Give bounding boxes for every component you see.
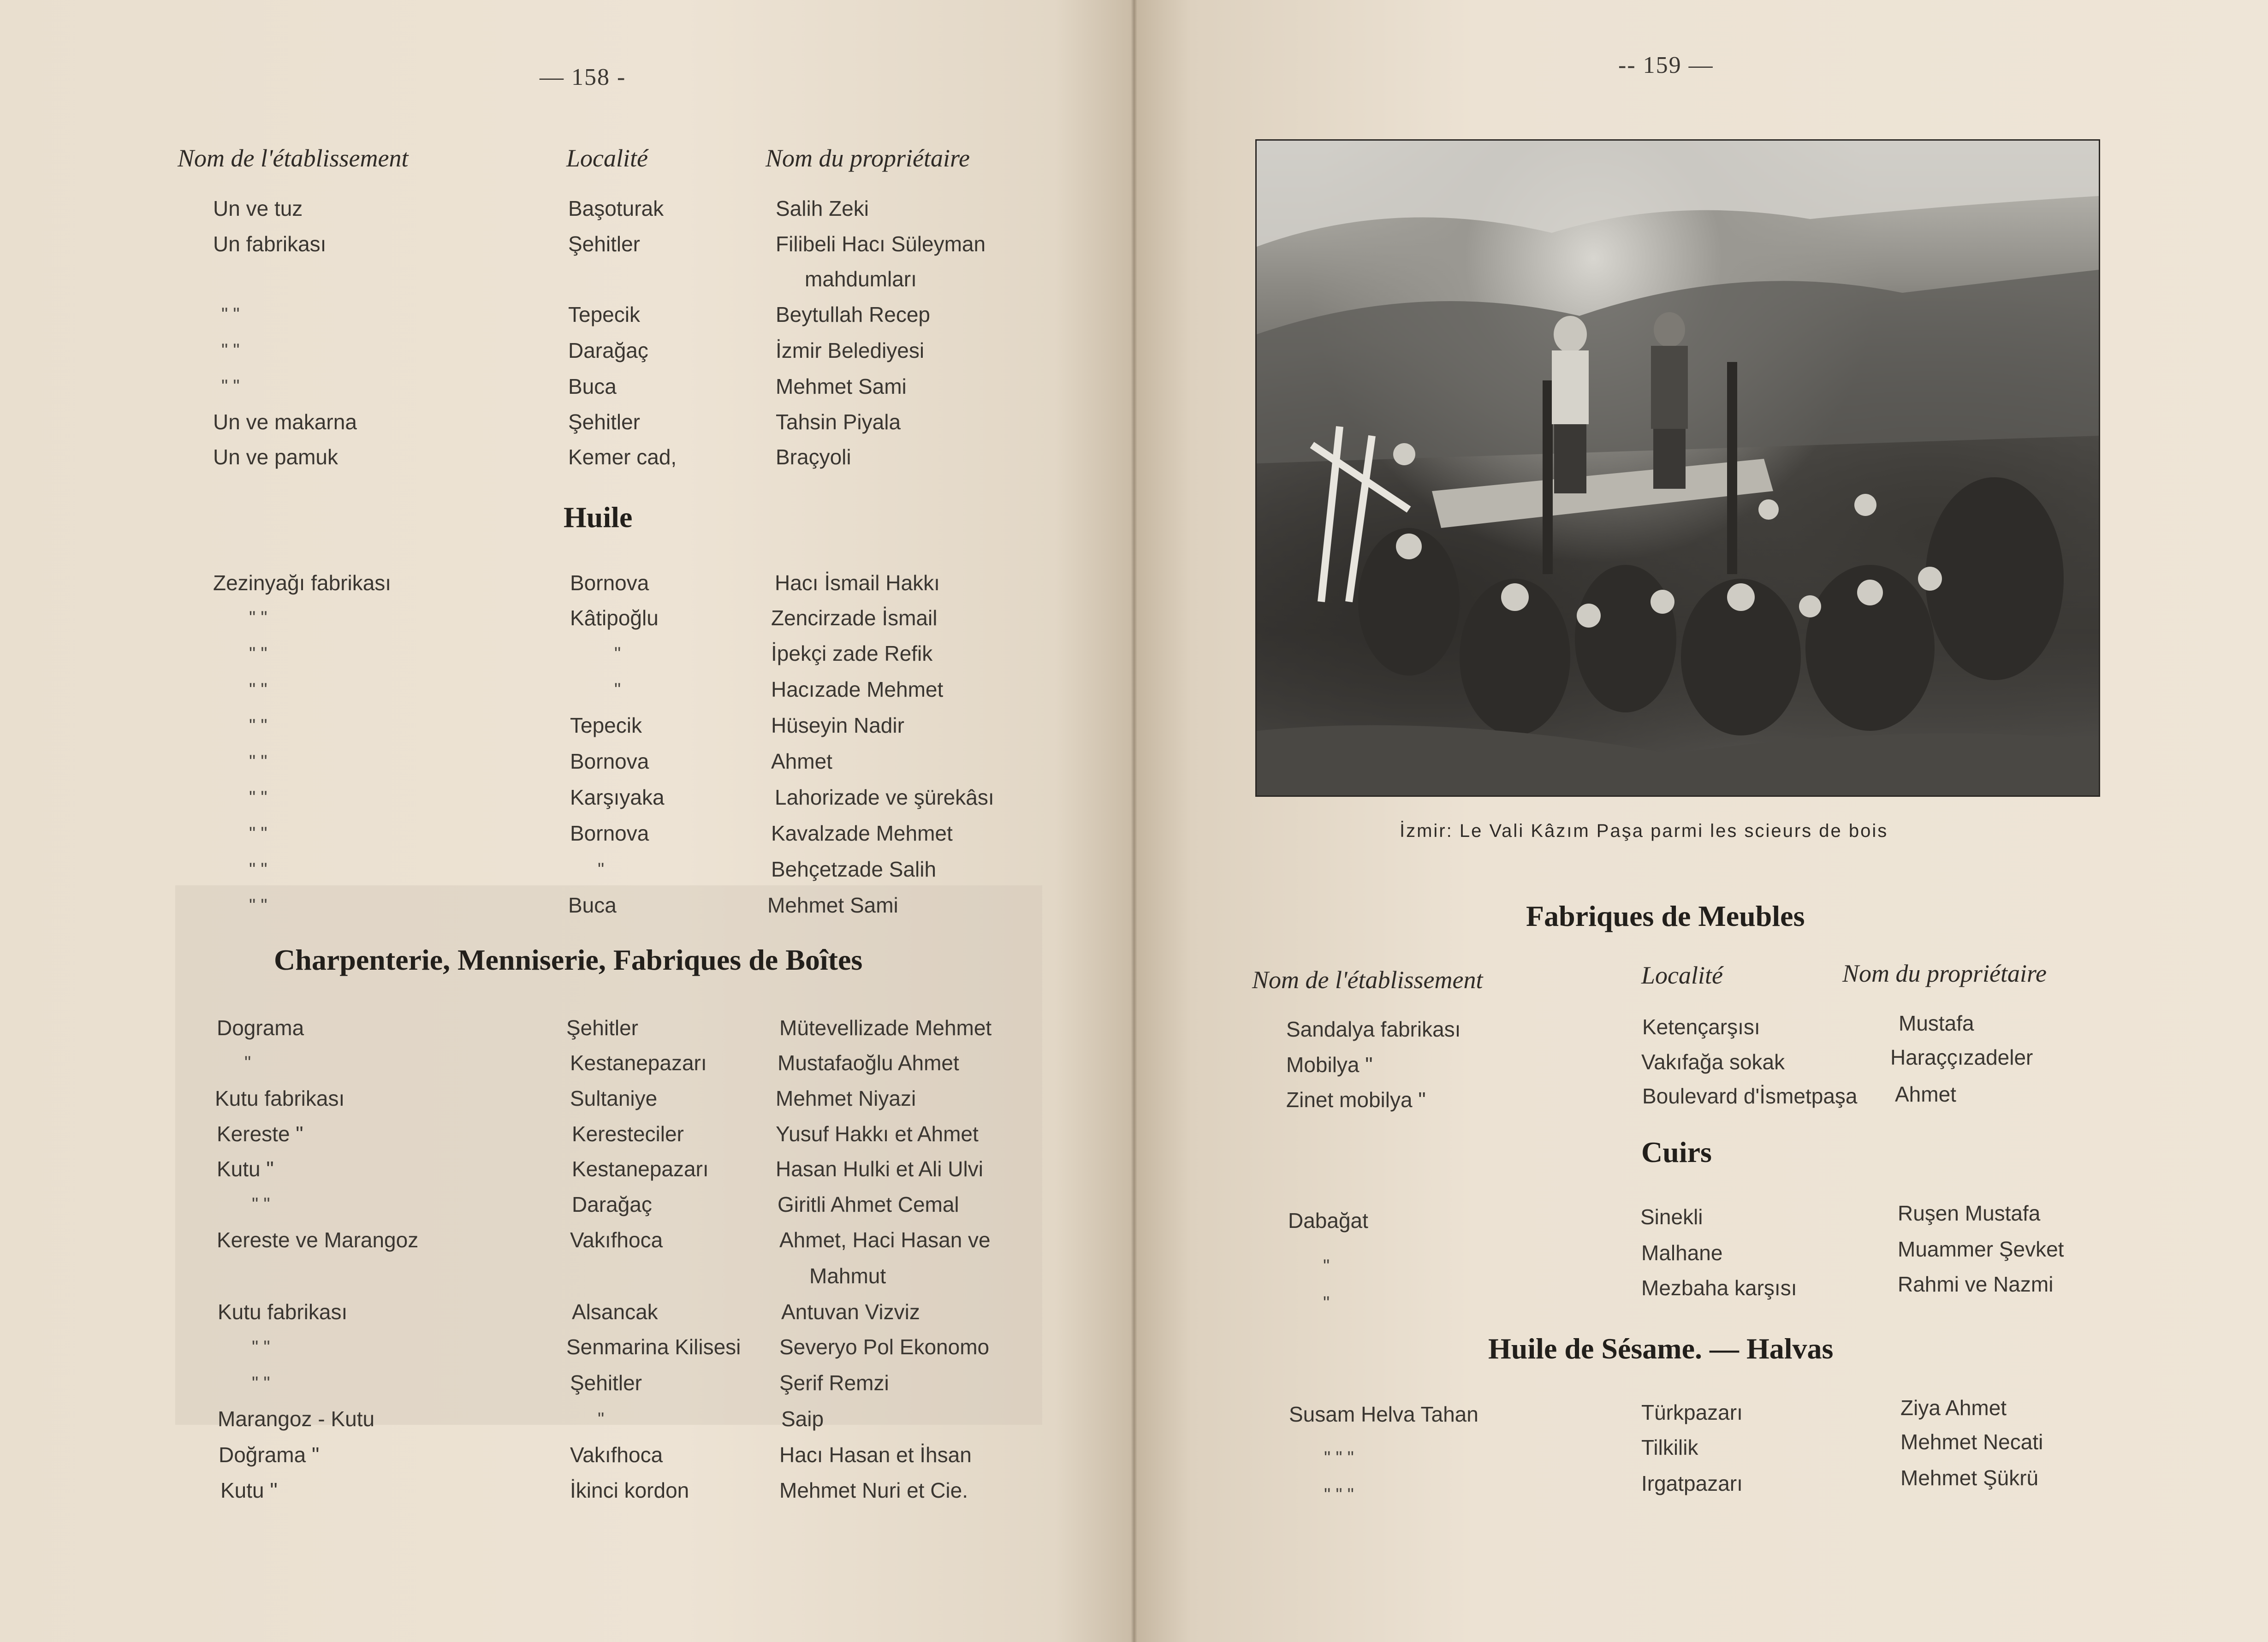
ditto-mark: " " bbox=[249, 895, 267, 916]
row-locality: Kestanepazarı bbox=[572, 1157, 709, 1181]
row-owner: Filibeli Hacı Süleyman bbox=[776, 232, 986, 256]
row-owner: Kavalzade Mehmet bbox=[771, 821, 953, 845]
row-owner: Beytullah Recep bbox=[776, 302, 930, 326]
row-owner: Muammer Şevket bbox=[1898, 1237, 2064, 1261]
row-locality: Şehitler bbox=[568, 232, 640, 256]
photo-caption: İzmir: Le Vali Kâzım Paşa parmi les scieurs de bois bbox=[1400, 821, 1888, 841]
row-locality: Şehitler bbox=[568, 410, 640, 434]
row-locality: Bornova bbox=[570, 571, 649, 595]
row-name: Kutu fabrikası bbox=[218, 1300, 348, 1324]
ditto-mark: " bbox=[244, 1053, 251, 1073]
row-owner: Mustafaoğlu Ahmet bbox=[778, 1051, 959, 1075]
row-locality: Boulevard d'İsmetpaşa bbox=[1642, 1084, 1858, 1108]
column-header-name: Nom de l'établissement bbox=[1252, 966, 1483, 994]
row-owner: Mustafa bbox=[1899, 1011, 1974, 1035]
section-title-meubles: Fabriques de Meubles bbox=[1526, 900, 1805, 932]
ditto-mark: " " bbox=[252, 1337, 270, 1357]
row-locality: Vakıfağa sokak bbox=[1641, 1050, 1785, 1074]
ditto-mark: " " bbox=[221, 304, 240, 325]
ditto-mark: " bbox=[614, 644, 621, 664]
ditto-mark: " bbox=[1323, 1256, 1330, 1276]
row-locality: Tilkilik bbox=[1641, 1435, 1698, 1459]
row-locality: Sultaniye bbox=[570, 1086, 658, 1110]
row-locality: İkinci kordon bbox=[570, 1478, 689, 1502]
row-locality: Şehitler bbox=[566, 1016, 638, 1040]
row-owner: Rahmi ve Nazmi bbox=[1898, 1272, 2054, 1296]
row-name: Doğrama " bbox=[219, 1443, 320, 1467]
section-title-cuirs: Cuirs bbox=[1641, 1136, 1712, 1168]
ditto-mark: " " bbox=[221, 376, 240, 397]
row-name: Un ve makarna bbox=[213, 410, 357, 434]
row-locality: Türkpazarı bbox=[1641, 1400, 1743, 1424]
section-title-charpenterie: Charpenterie, Menniserie, Fabriques de Boîtes bbox=[274, 943, 863, 976]
row-locality: Vakıfhoca bbox=[570, 1228, 663, 1252]
row-owner: Hacı İsmail Hakkı bbox=[775, 571, 940, 595]
row-locality: Tepecik bbox=[568, 302, 640, 326]
row-owner: Ahmet, Haci Hasan ve bbox=[779, 1228, 991, 1252]
ditto-mark: " bbox=[614, 680, 621, 700]
ditto-mark: " " bbox=[249, 644, 267, 664]
ditto-mark: " bbox=[1323, 1293, 1330, 1313]
row-name: Kutu fabrikası bbox=[215, 1086, 345, 1110]
row-locality: Bornova bbox=[570, 749, 649, 773]
row-owner: Lahorizade ve şürekâsı bbox=[775, 785, 994, 809]
row-owner: Mehmet Sami bbox=[767, 893, 898, 917]
ditto-mark: " " " bbox=[1324, 1448, 1354, 1468]
row-name: Zezinyağı fabrikası bbox=[213, 571, 392, 595]
row-name: Kereste ve Marangoz bbox=[217, 1228, 419, 1252]
row-owner: Mütevellizade Mehmet bbox=[779, 1016, 992, 1040]
ditto-mark: " " bbox=[249, 860, 267, 880]
row-owner: Behçetzade Salih bbox=[771, 857, 937, 881]
row-owner: Mehmet Sami bbox=[776, 374, 907, 398]
ditto-mark: " " bbox=[249, 752, 267, 772]
row-owner: Salih Zeki bbox=[776, 196, 869, 220]
right-page bbox=[1134, 0, 2268, 1642]
row-name: Kutu " bbox=[217, 1157, 274, 1181]
page-number: -- 159 — bbox=[1618, 52, 1714, 78]
row-locality: Vakıfhoca bbox=[570, 1443, 663, 1467]
row-locality: Darağaç bbox=[572, 1192, 652, 1216]
ditto-mark: " " bbox=[221, 340, 240, 361]
ditto-mark: " " bbox=[252, 1373, 270, 1393]
row-owner: Ziya Ahmet bbox=[1900, 1396, 2007, 1420]
row-owner: Hacızade Mehmet bbox=[771, 677, 944, 701]
row-name: Kereste " bbox=[217, 1122, 303, 1146]
row-name: Dabağat bbox=[1288, 1209, 1368, 1233]
row-name: Kutu " bbox=[220, 1478, 278, 1502]
row-owner: Saip bbox=[781, 1407, 824, 1431]
page-number: — 158 - bbox=[540, 64, 626, 90]
row-name: Dograma bbox=[217, 1016, 304, 1040]
row-owner: Mehmet Şükrü bbox=[1900, 1466, 2039, 1490]
row-owner: Ahmet bbox=[1895, 1082, 1956, 1106]
row-owner: Ahmet bbox=[771, 749, 832, 773]
row-owner: Mehmet Niyazi bbox=[776, 1086, 916, 1110]
column-header-owner: Nom du propriétaire bbox=[766, 144, 970, 172]
row-locality: Alsancak bbox=[572, 1300, 658, 1324]
row-name: Marangoz - Kutu bbox=[218, 1407, 375, 1431]
row-locality: Bornova bbox=[570, 821, 649, 845]
row-locality: Buca bbox=[568, 374, 617, 398]
row-owner-continued: Mahmut bbox=[809, 1264, 886, 1288]
ditto-mark: " bbox=[598, 1409, 605, 1429]
row-owner-continued: mahdumları bbox=[805, 267, 917, 291]
row-locality: Keresteciler bbox=[572, 1122, 684, 1146]
row-owner: Şerif Remzi bbox=[779, 1371, 889, 1395]
ditto-mark: " " bbox=[249, 680, 267, 700]
row-locality: Mezbaha karşısı bbox=[1641, 1276, 1797, 1300]
photograph bbox=[1255, 139, 2100, 797]
row-owner: Zencirzade İsmail bbox=[771, 606, 938, 630]
row-owner: İpekçi zade Refik bbox=[771, 641, 933, 665]
row-locality: Sinekli bbox=[1640, 1205, 1703, 1229]
section-title-halvas: Huile de Sésame. — Halvas bbox=[1488, 1332, 1834, 1365]
row-locality: Ketençarşısı bbox=[1642, 1015, 1760, 1039]
row-locality: Malhane bbox=[1641, 1241, 1723, 1265]
row-owner: Mehmet Nuri et Cie. bbox=[779, 1478, 968, 1502]
row-name: Un fabrikası bbox=[213, 232, 327, 256]
column-header-locality: Localité bbox=[566, 144, 648, 172]
ditto-mark: " bbox=[598, 860, 605, 880]
ditto-mark: " " " bbox=[1324, 1485, 1354, 1505]
row-owner: Hüseyin Nadir bbox=[771, 713, 904, 737]
section-title-huile: Huile bbox=[564, 501, 633, 534]
row-owner: Antuvan Vizviz bbox=[781, 1300, 920, 1324]
row-owner: Braçyoli bbox=[776, 445, 851, 469]
row-locality: Şehitler bbox=[570, 1371, 642, 1395]
row-owner: Ruşen Mustafa bbox=[1898, 1201, 2041, 1225]
row-owner: İzmir Belediyesi bbox=[776, 338, 925, 362]
row-name: Un ve tuz bbox=[213, 196, 303, 220]
row-locality: Kestanepazarı bbox=[570, 1051, 707, 1075]
row-owner: Tahsin Piyala bbox=[776, 410, 901, 434]
row-name: Un ve pamuk bbox=[213, 445, 338, 469]
row-locality: Kemer cad, bbox=[568, 445, 677, 469]
row-owner: Hacı Hasan et İhsan bbox=[779, 1443, 972, 1467]
column-header-owner: Nom du propriétaire bbox=[1842, 960, 2047, 987]
row-locality: Buca bbox=[568, 893, 617, 917]
row-owner: Haraççızadeler bbox=[1890, 1045, 2033, 1069]
row-owner: Hasan Hulki et Ali Ulvi bbox=[776, 1157, 983, 1181]
row-owner: Giritli Ahmet Cemal bbox=[778, 1192, 959, 1216]
row-locality: Darağaç bbox=[568, 338, 648, 362]
ditto-mark: " " bbox=[249, 824, 267, 844]
photo-scene bbox=[1257, 141, 2099, 795]
row-owner: Mehmet Necati bbox=[1900, 1430, 2043, 1454]
row-locality: Başoturak bbox=[568, 196, 664, 220]
book-gutter bbox=[1131, 0, 1137, 1642]
row-locality: Kâtipoğlu bbox=[570, 606, 659, 630]
row-owner: Severyo Pol Ekonomo bbox=[779, 1335, 990, 1359]
row-locality: Irgatpazarı bbox=[1641, 1471, 1743, 1495]
row-locality: Tepecik bbox=[570, 713, 642, 737]
ditto-mark: " " bbox=[249, 716, 267, 736]
ditto-mark: " " bbox=[249, 608, 267, 628]
row-name: Sandalya fabrikası bbox=[1286, 1017, 1461, 1041]
column-header-locality: Localité bbox=[1641, 961, 1723, 989]
ditto-mark: " " bbox=[249, 788, 267, 808]
ditto-mark: " " bbox=[252, 1194, 270, 1215]
row-name: Mobilya " bbox=[1286, 1053, 1373, 1077]
column-header-name: Nom de l'établissement bbox=[178, 144, 409, 172]
row-locality: Senmarina Kilisesi bbox=[566, 1335, 741, 1359]
row-name: Zinet mobilya " bbox=[1286, 1088, 1426, 1112]
row-owner: Yusuf Hakkı et Ahmet bbox=[776, 1122, 979, 1146]
row-locality: Karşıyaka bbox=[570, 785, 665, 809]
row-name: Susam Helva Tahan bbox=[1289, 1402, 1478, 1426]
